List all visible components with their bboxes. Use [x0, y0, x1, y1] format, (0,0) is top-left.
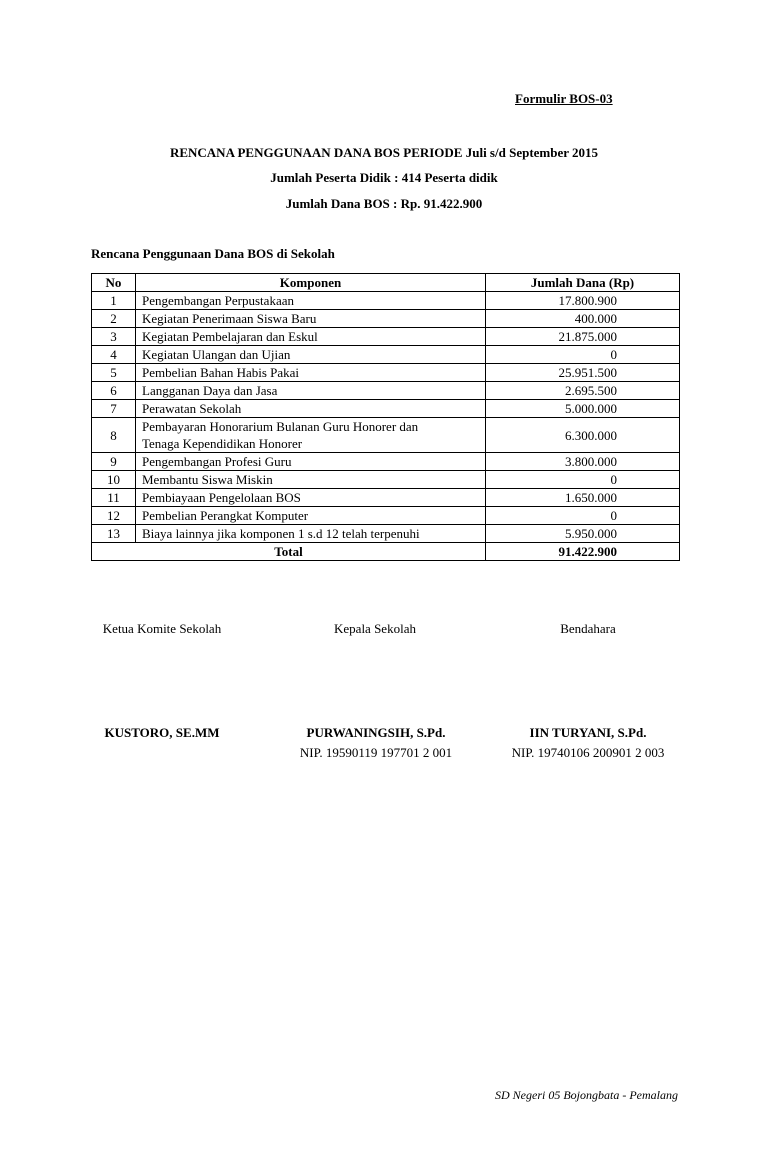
row-component: Pembiayaan Pengelolaan BOS [136, 489, 486, 507]
table-row [92, 489, 680, 507]
row-component-line2: Tenaga Kependidikan Honorer [142, 436, 303, 451]
row-no: 6 [92, 382, 136, 400]
table-row [92, 418, 680, 453]
row-no: 4 [92, 346, 136, 364]
principal-name: PURWANINGSIH, S.Pd. [306, 725, 446, 740]
header-component: Komponen [136, 274, 486, 292]
row-component: Kegiatan Pembelajaran dan Eskul [136, 328, 486, 346]
table-row [92, 328, 680, 346]
principal-nip: NIP. 19590119 197701 2 001 [299, 745, 453, 760]
row-amount: 2.695.500 [486, 382, 680, 400]
treasurer-nip: NIP. 19740106 200901 2 003 [511, 745, 665, 760]
row-no: 11 [92, 489, 136, 507]
row-amount: 1.650.000 [486, 489, 680, 507]
total-label: Total [92, 543, 486, 561]
table-row [92, 310, 680, 328]
row-amount: 0 [486, 507, 680, 525]
row-no: 2 [92, 310, 136, 328]
total-amount: 91.422.900 [486, 543, 680, 561]
principal-role: Kepala Sekolah [334, 621, 416, 636]
row-amount: 0 [486, 346, 680, 364]
row-component: Biaya lainnya jika komponen 1 s.d 12 telah terpenuhi [136, 525, 486, 543]
committee-name: KUSTORO, SE.MM [104, 725, 220, 740]
row-component: Pembelian Bahan Habis Pakai [136, 364, 486, 382]
table-header-row [92, 274, 680, 292]
section-title: Rencana Penggunaan Dana BOS di Sekolah [91, 246, 335, 261]
row-no: 7 [92, 400, 136, 418]
table-row [92, 525, 680, 543]
row-amount: 3.800.000 [486, 453, 680, 471]
row-amount: 25.951.500 [486, 364, 680, 382]
header-amount: Jumlah Dana (Rp) [486, 274, 680, 292]
row-amount: 17.800.900 [486, 292, 680, 310]
row-no: 8 [92, 418, 136, 453]
table-row [92, 507, 680, 525]
row-component: Pembelian Perangkat Komputer [136, 507, 486, 525]
row-component: Pengembangan Perpustakaan [136, 292, 486, 310]
row-component: Kegiatan Penerimaan Siswa Baru [136, 310, 486, 328]
row-amount: 5.000.000 [486, 400, 680, 418]
form-code: Formulir BOS-03 [515, 91, 613, 106]
row-no: 10 [92, 471, 136, 489]
table-row [92, 382, 680, 400]
table-row [92, 346, 680, 364]
row-no: 1 [92, 292, 136, 310]
row-no: 9 [92, 453, 136, 471]
table-row [92, 292, 680, 310]
row-amount: 21.875.000 [486, 328, 680, 346]
row-amount: 400.000 [486, 310, 680, 328]
header-no: No [92, 274, 136, 292]
row-component: Membantu Siswa Miskin [136, 471, 486, 489]
students-count-line: Jumlah Peserta Didik : 414 Peserta didik [270, 170, 498, 185]
row-component: Perawatan Sekolah [136, 400, 486, 418]
fund-total-line: Jumlah Dana BOS : Rp. 91.422.900 [285, 196, 483, 211]
treasurer-role: Bendahara [560, 621, 616, 636]
row-no: 3 [92, 328, 136, 346]
budget-table [91, 273, 680, 561]
row-no: 13 [92, 525, 136, 543]
row-component: Langganan Daya dan Jasa [136, 382, 486, 400]
table-row [92, 400, 680, 418]
row-amount: 5.950.000 [486, 525, 680, 543]
row-no: 5 [92, 364, 136, 382]
footer-school: SD Negeri 05 Bojongbata - Pemalang [495, 1088, 678, 1102]
row-component [136, 418, 486, 453]
row-amount: 0 [486, 471, 680, 489]
row-component: Pengembangan Profesi Guru [136, 453, 486, 471]
table-row [92, 471, 680, 489]
treasurer-name: IIN TURYANI, S.Pd. [529, 725, 647, 740]
table-row [92, 453, 680, 471]
row-amount: 6.300.000 [486, 418, 680, 453]
table-row [92, 364, 680, 382]
committee-role: Ketua Komite Sekolah [102, 621, 222, 636]
row-no: 12 [92, 507, 136, 525]
row-component: Kegiatan Ulangan dan Ujian [136, 346, 486, 364]
table-total-row [92, 543, 680, 561]
row-component-line1: Pembayaran Honorarium Bulanan Guru Honorer dan [142, 419, 419, 434]
document-title: RENCANA PENGGUNAAN DANA BOS PERIODE Juli s/d September 2015 [169, 145, 599, 160]
